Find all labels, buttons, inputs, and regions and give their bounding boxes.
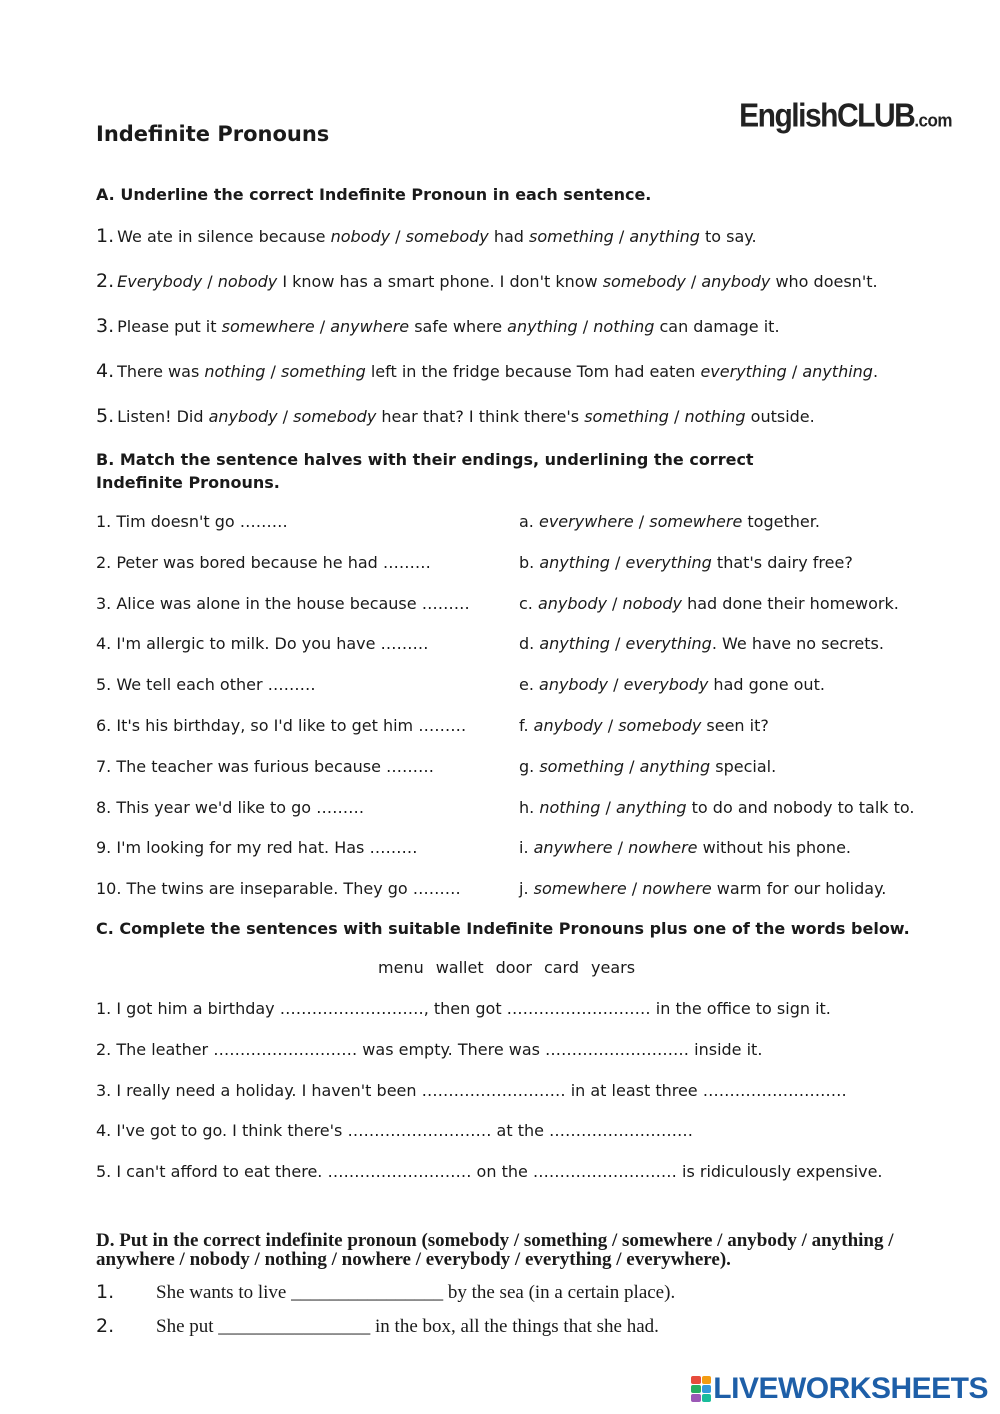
sentence-text: hear that? I think there's	[376, 407, 585, 426]
englishclub-logo	[739, 98, 952, 135]
match-start: 4. I'm allergic to milk. Do you have ………	[96, 634, 429, 654]
ending-text: had gone out.	[708, 675, 825, 695]
pronoun-option: something	[539, 756, 625, 776]
pronoun-option: anywhere	[330, 317, 410, 336]
ending-letter: g.	[519, 756, 540, 776]
sentence-text: Listen! Did	[117, 407, 209, 426]
pronoun-option: anything	[639, 756, 711, 776]
section-d-heading-line1: D. Put in the correct indefinite pronoun (somebody / something / somewhere / anybody / anything /	[96, 1230, 894, 1251]
pronoun-option: anywhere	[533, 838, 613, 858]
pronoun-option: anything	[802, 362, 873, 381]
pronoun-option: nowhere	[642, 879, 712, 899]
sentence-text: who doesn't.	[770, 272, 878, 291]
sentence-item	[96, 405, 815, 427]
pronoun-option: somewhere	[533, 879, 627, 899]
pronoun-option: anybody	[537, 593, 607, 613]
pronoun-option: anything	[539, 552, 610, 572]
match-start: 6. It's his birthday, so I'd like to get him ………	[96, 716, 467, 735]
word-bank-item: wallet	[435, 958, 484, 977]
item-number: 2.	[96, 270, 115, 292]
item-number: 3.	[96, 315, 115, 337]
sentence-text: to say.	[699, 227, 757, 246]
pronoun-option: everything	[700, 362, 787, 381]
match-start: 5. We tell each other ………	[96, 675, 316, 695]
sentence-text: can damage it.	[654, 317, 780, 336]
item-number: 1.	[96, 225, 115, 247]
pronoun-option: everything	[625, 634, 712, 654]
match-start: 8. This year we'd like to go ………	[96, 797, 365, 817]
sentence-item	[96, 270, 878, 292]
ending-letter: e.	[519, 675, 540, 695]
pronoun-option: anybody	[539, 675, 608, 695]
completion-sentence: 5. I can't afford to eat there. ……………………… on the ……………………… is ridiculously expensive.	[96, 1162, 883, 1182]
slash: /	[609, 552, 626, 572]
sentence-item	[96, 360, 878, 382]
word-bank-item: card	[543, 958, 579, 977]
sentence-text: /	[277, 407, 294, 426]
ending-text: without his phone.	[697, 838, 851, 858]
ending-letter: i.	[519, 838, 534, 858]
pronoun-option: something	[584, 407, 669, 426]
pronoun-option: somebody	[405, 227, 489, 246]
slash: /	[602, 716, 619, 735]
item-number: 2.	[96, 1315, 115, 1337]
slash: /	[600, 797, 616, 817]
word-bank-item: years	[591, 958, 636, 977]
page-title: Indefinite Pronouns	[96, 122, 330, 146]
pronoun-option: anything	[507, 317, 578, 336]
ending-letter: h.	[519, 797, 540, 817]
match-start: 1. Tim doesn't go ………	[96, 512, 288, 531]
match-ending	[519, 553, 853, 572]
slash: /	[626, 879, 643, 899]
sentence-text: /	[314, 317, 331, 336]
sentence-text: /	[668, 407, 685, 426]
pronoun-option: nobody	[217, 272, 278, 291]
match-ending	[519, 716, 769, 735]
section-d-heading-line2: anywhere / nobody / nothing / nowhere / everybody / everything / everywhere).	[96, 1249, 731, 1270]
pronoun-option: nowhere	[628, 838, 698, 858]
liveworksheets-logo	[691, 1372, 988, 1406]
match-ending	[519, 757, 776, 776]
completion-sentence: 2. The leather ……………………… was empty. There was ……………………… inside it.	[96, 1039, 763, 1059]
sentence-text: I know has a smart phone. I don't know	[277, 272, 603, 291]
logo-suffix: .com	[914, 110, 952, 131]
pronoun-option: anything	[615, 797, 687, 817]
match-start: 9. I'm looking for my red hat. Has ………	[96, 838, 418, 858]
liveworksheets-brand: LIVEWORKSHEETS	[713, 1372, 988, 1405]
completion-sentence: 3. I really need a holiday. I haven't been ……………………… in at least three ………………………	[96, 1080, 847, 1100]
ending-text: to do and nobody to talk to.	[686, 797, 915, 817]
match-ending	[519, 634, 884, 653]
ending-text: special.	[710, 756, 777, 776]
word-bank-item: menu	[378, 958, 424, 977]
pronoun-option: somewhere	[221, 317, 315, 336]
section-c-heading: C. Complete the sentences with suitable Indefinite Pronouns plus one of the words below.	[96, 919, 910, 938]
pronoun-option: nobody	[330, 227, 391, 246]
section-d-heading	[96, 1231, 894, 1269]
item-number: 1.	[96, 1281, 115, 1303]
sentence-text: /	[685, 272, 702, 291]
pronoun-option: nothing	[684, 407, 746, 426]
ending-letter: a.	[519, 512, 539, 531]
badge-square	[691, 1385, 701, 1393]
logo-main: EnglishCLUB	[739, 98, 915, 135]
match-start: 7. The teacher was furious because ………	[96, 756, 435, 776]
slash: /	[606, 593, 623, 613]
ending-text: that's dairy free?	[711, 552, 853, 572]
ending-text: seen it?	[701, 716, 769, 735]
slash: /	[624, 756, 640, 776]
ending-letter: c.	[519, 593, 538, 613]
pronoun-option: nothing	[204, 362, 266, 381]
fill-in-sentence: She put ________________ in the box, all the things that she had.	[156, 1316, 659, 1337]
ending-letter: j.	[519, 879, 534, 899]
sentence-text: /	[613, 227, 630, 246]
section-b-heading	[96, 448, 754, 494]
pronoun-option: somebody	[602, 272, 686, 291]
sentence-text: /	[577, 317, 594, 336]
pronoun-option: somebody	[293, 407, 377, 426]
sentence-text: left in the fridge because Tom had eaten	[365, 362, 701, 381]
word-bank	[378, 958, 647, 977]
section-b-heading-line2: Indefinite Pronouns.	[96, 473, 280, 492]
sentence-text: We ate in silence because	[117, 227, 331, 246]
pronoun-option: nothing	[593, 317, 655, 336]
item-number: 5.	[96, 405, 115, 427]
ending-text: . We have no secrets.	[711, 634, 884, 654]
sentence-text: Please put it	[117, 317, 222, 336]
badge-square	[702, 1394, 712, 1402]
sentence-text: /	[265, 362, 282, 381]
pronoun-option: anybody	[208, 407, 278, 426]
fill-in-sentence: She wants to live ________________ by the sea (in a certain place).	[156, 1282, 676, 1303]
sentence-item	[96, 225, 757, 247]
sentence-text: outside.	[745, 407, 815, 426]
match-ending	[519, 838, 851, 857]
pronoun-option: somebody	[618, 716, 702, 735]
sentence-text: had	[488, 227, 530, 246]
word-bank-item: door	[495, 958, 532, 977]
pronoun-option: something	[281, 362, 366, 381]
pronoun-option: everywhere	[538, 512, 634, 531]
pronoun-option: something	[529, 227, 614, 246]
pronoun-option: nobody	[622, 593, 683, 613]
match-ending	[519, 798, 914, 817]
match-start: 10. The twins are inseparable. They go ………	[96, 879, 461, 899]
match-ending	[519, 594, 899, 613]
sentence-text: safe where	[409, 317, 508, 336]
badge-square	[702, 1385, 712, 1393]
sentence-item	[96, 315, 780, 337]
pronoun-option: anybody	[533, 716, 603, 735]
match-start: 3. Alice was alone in the house because ………	[96, 593, 470, 613]
pronoun-option: anything	[629, 227, 700, 246]
pronoun-option: nothing	[539, 797, 601, 817]
pronoun-option: Everybody	[117, 272, 203, 291]
pronoun-option: anything	[539, 634, 610, 654]
sentence-text: /	[202, 272, 218, 291]
ending-text: had done their homework.	[682, 593, 899, 613]
section-b-heading-line1: B. Match the sentence halves with their endings, underlining the correct	[96, 450, 754, 469]
slash: /	[609, 634, 626, 654]
pronoun-option: anybody	[701, 272, 771, 291]
ending-letter: f.	[519, 716, 534, 735]
sentence-text: /	[390, 227, 406, 246]
pronoun-option: everybody	[623, 675, 709, 695]
slash: /	[608, 675, 624, 695]
ending-letter: d.	[519, 634, 540, 654]
match-start: 2. Peter was bored because he had ………	[96, 552, 431, 572]
pronoun-option: everything	[625, 552, 712, 572]
sentence-text: /	[786, 362, 803, 381]
ending-letter: b.	[519, 552, 540, 572]
slash: /	[633, 512, 650, 531]
ending-text: together.	[742, 512, 820, 531]
match-ending	[519, 879, 886, 898]
sentence-text: There was	[117, 362, 205, 381]
match-ending	[519, 675, 825, 694]
completion-sentence: 1. I got him a birthday ………………………, then got ……………………… in the office to sign it.	[96, 999, 831, 1018]
badge-square	[691, 1394, 701, 1402]
item-number: 4.	[96, 360, 115, 382]
slash: /	[612, 838, 629, 858]
pronoun-option: somewhere	[649, 512, 743, 531]
badge-square	[691, 1376, 701, 1384]
match-ending	[519, 512, 820, 531]
liveworksheets-badge-icon	[691, 1376, 711, 1402]
badge-square	[702, 1376, 712, 1384]
ending-text: warm for our holiday.	[711, 879, 887, 899]
sentence-text: .	[872, 362, 879, 381]
completion-sentence: 4. I've got to go. I think there's ……………………… at the ………………………	[96, 1121, 694, 1141]
section-a-heading: A. Underline the correct Indefinite Pronoun in each sentence.	[96, 185, 652, 204]
